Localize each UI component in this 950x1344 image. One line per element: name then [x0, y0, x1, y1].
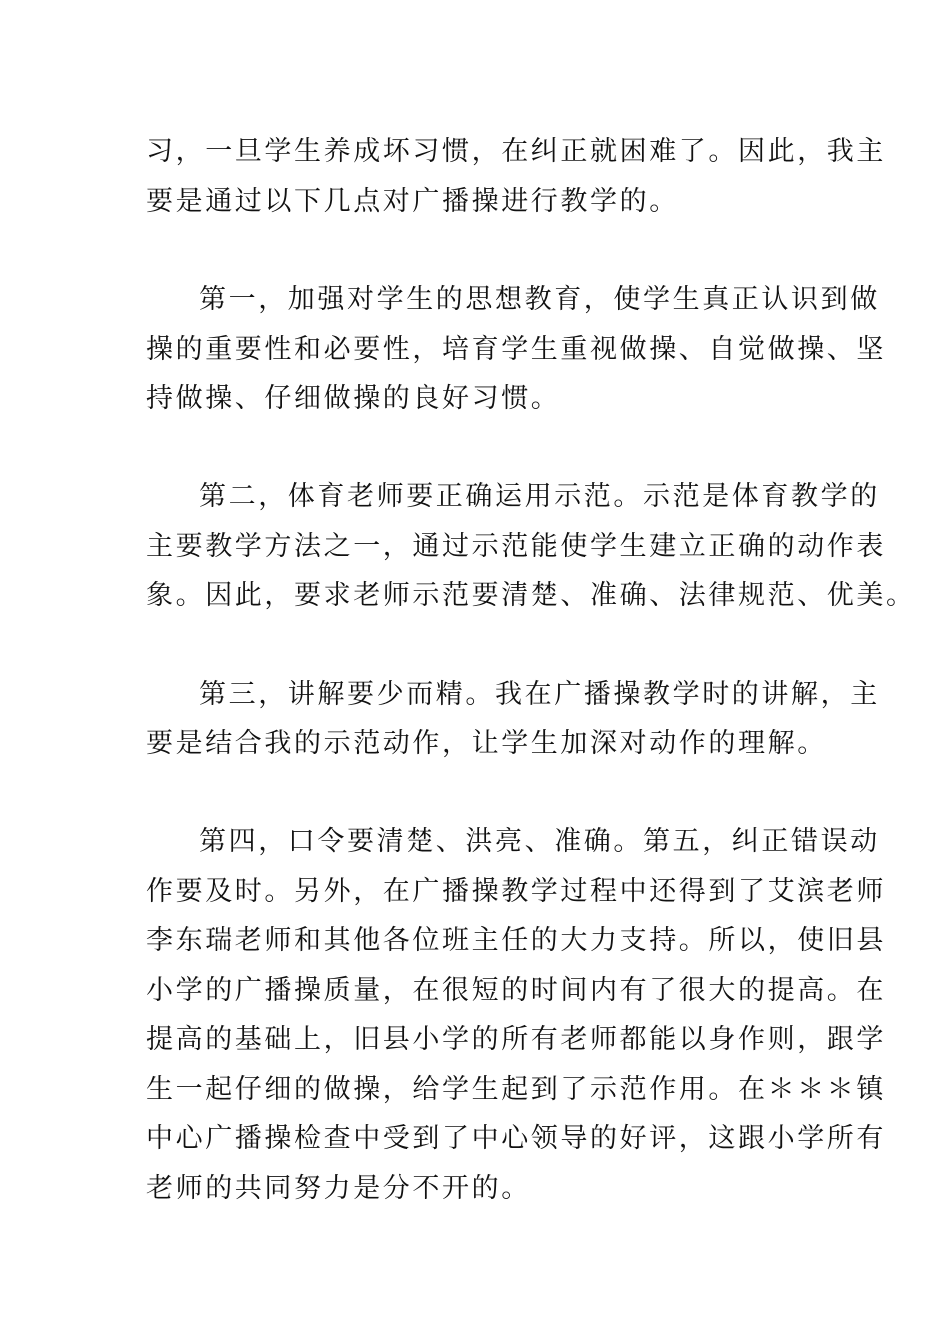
text-line: 象。因此，要求老师示范要清楚、准确、法律规范、优美。: [146, 580, 916, 611]
text-line: 第三，讲解要少而精。我在广播操教学时的讲解，主: [199, 679, 880, 710]
text-line: 操的重要性和必要性，培育学生重视做操、自觉做操、坚: [146, 334, 886, 365]
text-line: 持做操、仔细做操的良好习惯。: [146, 383, 561, 414]
text-line: 作要及时。另外，在广播操教学过程中还得到了艾滨老师: [146, 876, 886, 907]
text-line: 要是结合我的示范动作，让学生加深对动作的理解。: [146, 728, 827, 759]
text-line: 中心广播操检查中受到了中心领导的好评，这跟小学所有: [146, 1123, 886, 1154]
text-line: 第四，口令要清楚、洪亮、准确。第五，纠正错误动: [199, 826, 880, 857]
text-line: 第二，体育老师要正确运用示范。示范是体育教学的: [199, 481, 880, 512]
text-line: 主要教学方法之一，通过示范能使学生建立正确的动作表: [146, 531, 886, 562]
text-line: 李东瑞老师和其他各位班主任的大力支持。所以，使旧县: [146, 925, 886, 956]
text-line: 生一起仔细的做操，给学生起到了示范作用。在＊＊＊镇: [146, 1074, 886, 1105]
text-line: 老师的共同努力是分不开的。: [146, 1173, 531, 1204]
text-line: 第一，加强对学生的思想教育，使学生真正认识到做: [199, 284, 880, 315]
text-line: 小学的广播操质量，在很短的时间内有了很大的提高。在: [146, 975, 886, 1006]
text-line: 要是通过以下几点对广播操进行教学的。: [146, 186, 679, 217]
text-line: 习，一旦学生养成坏习惯，在纠正就困难了。因此，我主: [146, 136, 886, 167]
text-line: 提高的基础上，旧县小学的所有老师都能以身作则，跟学: [146, 1024, 886, 1055]
